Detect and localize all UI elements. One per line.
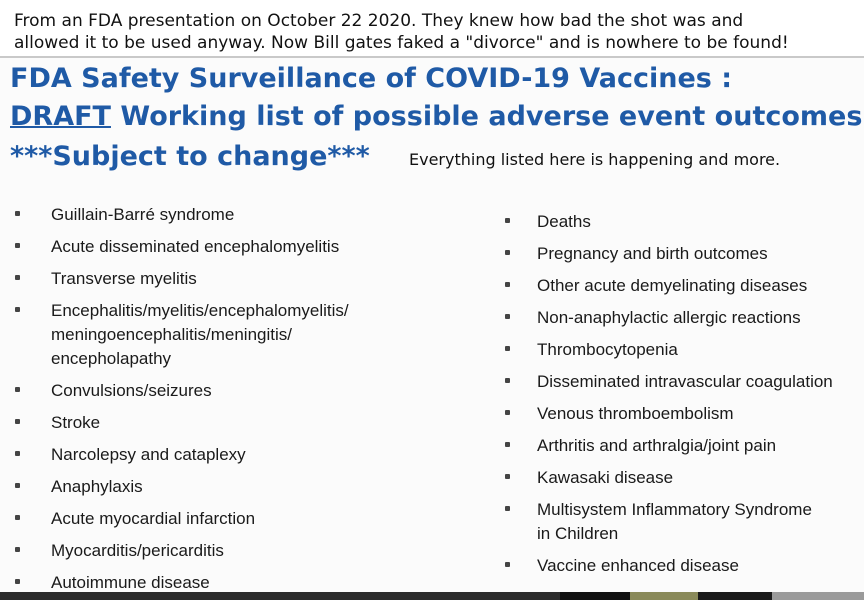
list-item-label: Guillain-Barré syndrome	[51, 205, 235, 224]
slide-subtitle: ***Subject to change***	[10, 141, 370, 172]
left-outcome-list	[15, 203, 435, 603]
bar-segment	[560, 592, 630, 600]
list-item-label: Narcolepsy and cataplexy	[51, 445, 246, 464]
list-item-label: Convulsions/seizures	[51, 381, 212, 400]
bullet-icon	[15, 387, 20, 392]
bullet-icon	[15, 307, 20, 312]
slide	[0, 58, 864, 600]
list-item-label: Kawasaki disease	[537, 468, 674, 487]
list-item-label: Acute disseminated encephalomyelitis	[51, 237, 340, 256]
list-item-label: Pregnancy and birth outcomes	[537, 244, 768, 263]
bullet-icon	[15, 419, 20, 424]
slide-title-line-2	[10, 101, 862, 132]
list-item-label: Anaphylaxis	[51, 477, 143, 496]
list-item-label: Disseminated intravascular coagulation	[537, 372, 833, 391]
bullet-icon	[15, 243, 20, 248]
bullet-icon	[505, 218, 510, 223]
bar-segment	[698, 592, 772, 600]
bullet-icon	[15, 211, 20, 216]
draft-label: DRAFT	[10, 101, 111, 132]
list-item-label: Autoimmune disease	[51, 573, 210, 592]
list-item-label: Vaccine enhanced disease	[537, 556, 739, 575]
bullet-icon	[505, 378, 510, 383]
annotation-note: Everything listed here is happening and more.	[409, 150, 781, 169]
bullet-icon	[15, 483, 20, 488]
bullet-icon	[505, 410, 510, 415]
bullet-icon	[15, 547, 20, 552]
list-item-label: Deaths	[537, 212, 591, 231]
caption-line-1: From an FDA presentation on October 22 2020. They knew how bad the shot was and	[14, 11, 744, 31]
list-item-label: Venous thromboembolism	[537, 404, 734, 423]
slide-title-line-2-rest: Working list of possible adverse event outcomes	[110, 101, 863, 132]
bullet-icon	[505, 346, 510, 351]
bullet-icon	[505, 282, 510, 287]
list-item-label: Stroke	[51, 413, 101, 432]
bullet-icon	[15, 275, 20, 280]
list-item-label: meningoencephalitis/meningitis/	[51, 325, 292, 344]
slide-title-line-1: FDA Safety Surveillance of COVID-19 Vaccines :	[10, 63, 733, 94]
bullet-icon	[15, 579, 20, 584]
bullet-icon	[505, 250, 510, 255]
bullet-icon	[15, 515, 20, 520]
list-item-label: Multisystem Inflammatory Syndrome	[537, 500, 812, 519]
list-item-label: Thrombocytopenia	[537, 340, 678, 359]
caption-line-2: allowed it to be used anyway. Now Bill gates faked a "divorce" and is nowhere to be found!	[14, 33, 789, 53]
bar-segment	[772, 592, 864, 600]
bullet-icon	[505, 506, 510, 511]
list-item-label: Transverse myelitis	[51, 269, 197, 288]
list-item-label: Myocarditis/pericarditis	[51, 541, 224, 560]
bullet-icon	[15, 451, 20, 456]
list-item-label: Arthritis and arthralgia/joint pain	[537, 436, 777, 455]
list-item-label: Non-anaphylactic allergic reactions	[537, 308, 801, 327]
bullet-icon	[505, 314, 510, 319]
bullet-icon	[505, 474, 510, 479]
bar-segment	[630, 592, 698, 600]
list-item-label: Acute myocardial infarction	[51, 509, 256, 528]
bullet-icon	[505, 442, 510, 447]
right-outcome-list	[505, 210, 860, 600]
bullet-icon	[505, 562, 510, 567]
list-item-label: in Children	[537, 524, 619, 543]
list-item-label: Encephalitis/myelitis/encephalomyelitis/	[51, 301, 349, 320]
list-item-label: Other acute demyelinating diseases	[537, 276, 808, 295]
caption-text	[14, 10, 854, 54]
list-item-label: encepholapathy	[51, 349, 172, 368]
video-bottom-bar	[0, 592, 864, 600]
